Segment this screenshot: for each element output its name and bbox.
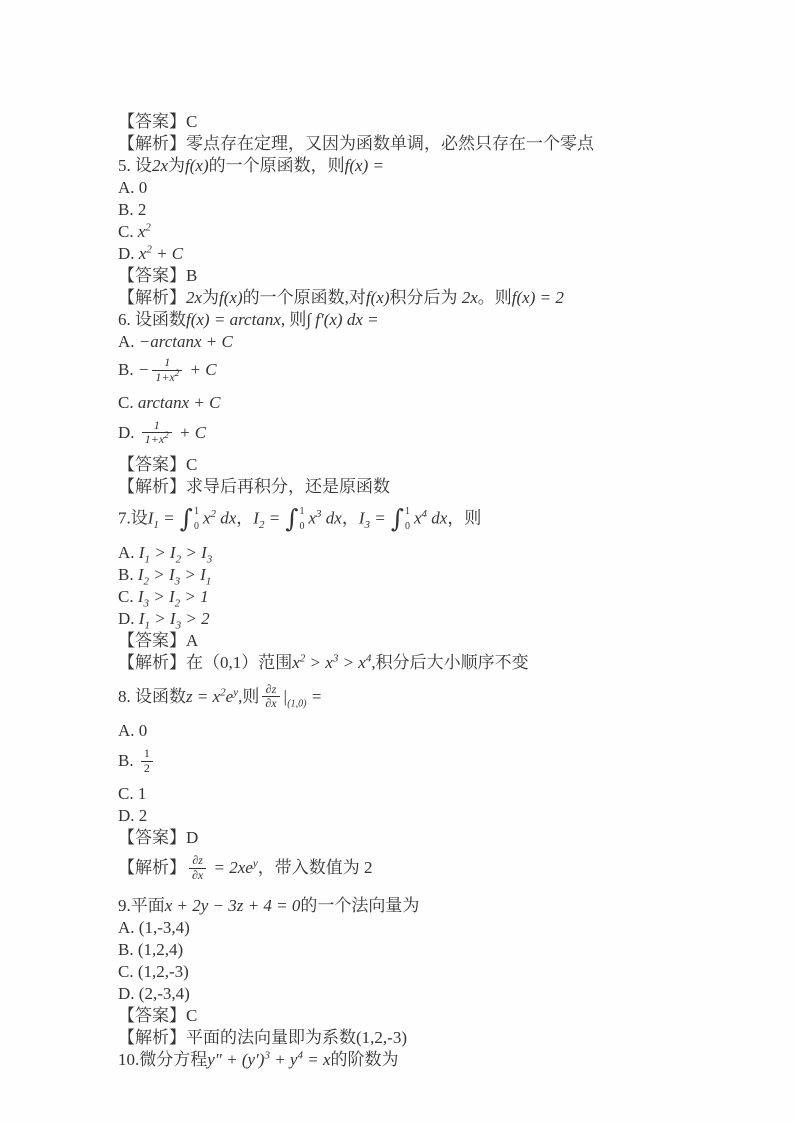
text-run: A. 0	[118, 178, 148, 197]
doc-line	[118, 177, 698, 199]
fraction	[262, 683, 279, 712]
doc-line	[118, 506, 698, 534]
text-run: 【解析】求导后再积分，还是原函数	[118, 477, 390, 497]
text-run: B.	[118, 360, 138, 380]
doc-line	[118, 542, 698, 564]
subscript: 3	[175, 619, 182, 632]
integral-sign	[391, 505, 412, 533]
superscript: 3	[264, 1049, 270, 1062]
text-run: 【解析】在（0,1）范围	[118, 652, 293, 672]
fraction-denominator	[142, 430, 172, 447]
integral-lower-bound: 0	[193, 520, 199, 532]
math-run: −	[137, 360, 150, 380]
doc-line	[118, 357, 698, 386]
math-run: f(x)	[219, 288, 243, 307]
math-run: f(x)	[185, 156, 209, 175]
text-run: ，带入数值为 2	[257, 858, 373, 878]
text-run: 【答案】D	[118, 827, 199, 847]
math-run: > I	[180, 564, 206, 584]
math-run: 1+x	[155, 369, 175, 384]
subscript: 3	[364, 519, 370, 532]
text-run: 10.微分方程	[118, 1050, 208, 1070]
fraction	[189, 854, 206, 883]
superscript: 2	[164, 430, 169, 441]
math-run: =	[369, 508, 390, 528]
doc-line	[118, 748, 698, 777]
text-run: D.	[118, 422, 139, 442]
text-run: A. (1,-3,4)	[118, 918, 190, 938]
doc-line	[118, 608, 698, 630]
superscript: 2	[220, 686, 226, 699]
text-run: 【答案】C	[118, 112, 198, 131]
math-run: f(x)	[365, 288, 390, 307]
integral-bounds	[299, 505, 304, 533]
integral-glyph: ∫	[179, 504, 193, 534]
math-run: 1	[164, 355, 171, 369]
text-run: D. (2,-3,4)	[118, 984, 190, 1004]
math-run: > x	[338, 652, 366, 672]
text-run: 【解析】零点存在定理，又因为函数单调，必然只存在一个零点	[118, 134, 594, 153]
math-run: =	[158, 508, 179, 528]
math-run: + C	[185, 360, 217, 380]
text-run: ,则	[238, 686, 260, 706]
text-run: B.	[118, 564, 138, 584]
doc-line	[118, 221, 698, 243]
doc-line	[118, 1027, 698, 1049]
subscript: 2	[143, 575, 150, 588]
math-run: f(x) = arctanx,	[186, 310, 286, 329]
subscript: 1	[205, 575, 212, 588]
doc-line	[118, 586, 698, 608]
math-run: dx	[321, 508, 342, 528]
doc-line	[118, 564, 698, 586]
text-run: C. 1	[118, 783, 147, 803]
text-run: A. 0	[118, 721, 148, 741]
text-run: 9.平面	[118, 896, 165, 916]
math-run: x	[137, 222, 146, 241]
text-run: 。则	[477, 288, 512, 307]
superscript: y	[233, 686, 239, 699]
superscript: 3	[332, 652, 339, 665]
integral-sign	[285, 505, 306, 533]
fraction-denominator	[262, 697, 279, 711]
text-run: 的一个法向量为	[300, 896, 420, 916]
math-run: x	[414, 508, 422, 528]
text-run: C.	[118, 222, 138, 241]
fraction-denominator	[189, 869, 206, 883]
math-run: x	[202, 508, 211, 528]
text-run: 的一个原函数，则	[208, 156, 345, 175]
doc-line	[118, 652, 698, 674]
text-run: 1	[143, 746, 150, 761]
doc-line	[118, 805, 698, 827]
superscript: 4	[365, 652, 372, 665]
doc-line	[118, 287, 698, 309]
exam-answer-sheet	[118, 111, 698, 1071]
integral-glyph: ∫	[390, 504, 404, 534]
math-run: > I	[149, 564, 175, 584]
subscript: 2	[258, 519, 265, 532]
text-run: D.	[118, 244, 139, 263]
text-run: C.	[118, 392, 138, 412]
doc-line	[118, 630, 698, 652]
text-run: 【答案】B	[118, 266, 198, 285]
doc-line	[118, 939, 698, 961]
math-run: =	[264, 508, 285, 528]
fraction-denominator	[152, 367, 182, 385]
superscript: 4	[421, 508, 428, 521]
text-run: ,积分后大小顺序不变	[371, 652, 529, 672]
doc-line	[118, 961, 698, 983]
text-run: 8. 设函数	[118, 686, 186, 706]
subscript: 1	[144, 619, 150, 632]
integral-upper-bound: 1	[299, 506, 305, 518]
math-run: dx	[427, 508, 448, 528]
math-run: x + 2y − 3z + 4 = 0	[164, 896, 301, 916]
superscript: 4	[297, 1049, 303, 1062]
math-run: I	[147, 508, 154, 528]
superscript: y	[252, 857, 258, 870]
fraction-numerator	[141, 747, 153, 762]
math-run: > I	[149, 542, 176, 562]
text-run: 6. 设函数	[118, 310, 186, 329]
text-run: ，则	[447, 508, 482, 528]
superscript: 2	[174, 367, 180, 378]
text-run: 的一个原函数,对	[242, 288, 366, 307]
text-run: 【解析】	[118, 288, 186, 307]
subscript: 1	[144, 553, 150, 566]
math-run: I	[137, 564, 144, 584]
math-run: dx	[215, 508, 237, 528]
math-run: I	[358, 508, 365, 528]
math-run: z = x	[186, 686, 221, 706]
integral-upper-bound: 1	[193, 506, 199, 518]
text-run: C. (1,2,-3)	[118, 962, 189, 982]
doc-line	[118, 243, 698, 265]
integral-bounds	[405, 505, 410, 533]
math-run: x	[292, 652, 300, 672]
math-run: =	[306, 686, 323, 706]
subscript: 1	[153, 519, 159, 532]
fraction-denominator	[141, 762, 153, 776]
text-run: C.	[118, 586, 138, 606]
doc-line	[118, 1049, 698, 1071]
math-run: > I	[181, 542, 207, 562]
text-run: 【解析】	[118, 858, 186, 878]
doc-line	[118, 720, 698, 742]
text-run: B. (1,2,4)	[118, 940, 184, 960]
doc-line	[118, 895, 698, 917]
doc-line	[118, 265, 698, 287]
text-run: A.	[118, 542, 139, 562]
integral-lower-bound: 0	[405, 520, 410, 532]
text-run: D.	[118, 608, 139, 628]
math-run: −arctanx + C	[138, 332, 233, 351]
integral-upper-bound: 1	[405, 506, 410, 518]
fraction-numerator	[189, 854, 206, 869]
math-run: I	[138, 608, 145, 628]
text-run: 7.设	[118, 508, 148, 528]
doc-line	[118, 199, 698, 221]
text-run: 2	[143, 761, 150, 776]
math-run: I	[138, 542, 145, 562]
math-run: > 2	[181, 608, 210, 628]
doc-line	[118, 983, 698, 1005]
doc-line	[118, 309, 698, 331]
math-run: ∂z	[192, 852, 203, 867]
doc-line	[118, 783, 698, 805]
superscript: 2	[145, 221, 151, 234]
math-run: x	[308, 508, 317, 528]
superscript: 3	[316, 508, 322, 521]
math-run: I	[253, 508, 259, 528]
math-run: I	[137, 586, 144, 606]
math-run: 2x	[186, 288, 203, 307]
text-run: 为	[168, 156, 186, 175]
doc-line	[118, 917, 698, 939]
math-run: + C	[174, 422, 207, 442]
math-run: > x	[305, 652, 333, 672]
math-run: |	[282, 686, 288, 706]
math-run: e	[225, 686, 234, 706]
doc-line	[118, 476, 698, 498]
text-run: A.	[118, 332, 139, 351]
doc-line	[118, 392, 698, 414]
math-run: > 1	[180, 586, 209, 606]
text-run: B. 2	[118, 200, 147, 219]
doc-line	[118, 681, 698, 713]
math-run: = x	[302, 1050, 331, 1070]
text-run: 则	[285, 310, 307, 329]
integral-glyph: ∫	[285, 504, 299, 534]
subscript: (1,0)	[287, 698, 307, 710]
doc-line	[118, 133, 698, 155]
superscript: 2	[210, 508, 216, 521]
text-run: D. 2	[118, 805, 148, 825]
superscript: 2	[146, 243, 152, 256]
math-run: 1+x	[144, 432, 165, 447]
math-run: ∂z	[265, 681, 277, 696]
integral-sign	[180, 505, 201, 533]
math-run: ∫ f′(x) dx =	[306, 310, 379, 329]
subscript: 3	[143, 597, 150, 610]
text-run: 的阶数为	[330, 1050, 399, 1070]
doc-line	[118, 454, 698, 476]
math-run: x	[138, 244, 147, 263]
math-run: + y	[269, 1050, 298, 1070]
math-run: > I	[149, 586, 175, 606]
math-run: 1	[153, 417, 160, 432]
doc-line	[118, 852, 698, 884]
math-run: f(x) =	[344, 156, 384, 175]
text-run: ，	[236, 508, 254, 528]
fraction	[152, 356, 182, 385]
math-run: arctanx + C	[137, 392, 221, 412]
math-run: f(x) = 2	[511, 288, 564, 307]
text-run: 为	[202, 288, 220, 307]
subscript: 3	[174, 575, 181, 588]
math-run: 2x	[152, 156, 169, 175]
subscript: 2	[174, 597, 181, 610]
text-run: 【答案】C	[118, 455, 198, 475]
text-run: ，	[341, 508, 359, 528]
doc-line	[118, 331, 698, 353]
subscript: 2	[175, 553, 182, 566]
text-run: 积分后为	[389, 288, 462, 307]
text-run: B.	[118, 751, 138, 771]
math-run: > I	[149, 608, 176, 628]
doc-line	[118, 827, 698, 849]
subscript: 3	[206, 553, 213, 566]
text-run: 【解析】平面的法向量即为系数(1,2,-3)	[118, 1028, 407, 1048]
math-run: y″ + (y′)	[207, 1050, 265, 1070]
math-run: ∂x	[265, 696, 277, 711]
doc-line	[118, 111, 698, 133]
superscript: 2	[299, 652, 306, 665]
math-run: ∂x	[192, 867, 204, 882]
integral-bounds	[194, 505, 199, 533]
fraction	[141, 747, 153, 776]
doc-line	[118, 155, 698, 177]
fraction	[142, 419, 172, 448]
fraction-numerator	[262, 683, 279, 698]
integral-lower-bound: 0	[299, 520, 305, 532]
text-run: 【答案】C	[118, 1006, 198, 1026]
doc-line	[118, 1005, 698, 1027]
math-run: 2x	[461, 288, 478, 307]
math-run: + C	[151, 244, 184, 263]
text-run: 【答案】A	[118, 630, 199, 650]
doc-line	[118, 417, 698, 449]
text-run: 5. 设	[118, 156, 152, 175]
math-run: = 2xe	[209, 858, 253, 878]
